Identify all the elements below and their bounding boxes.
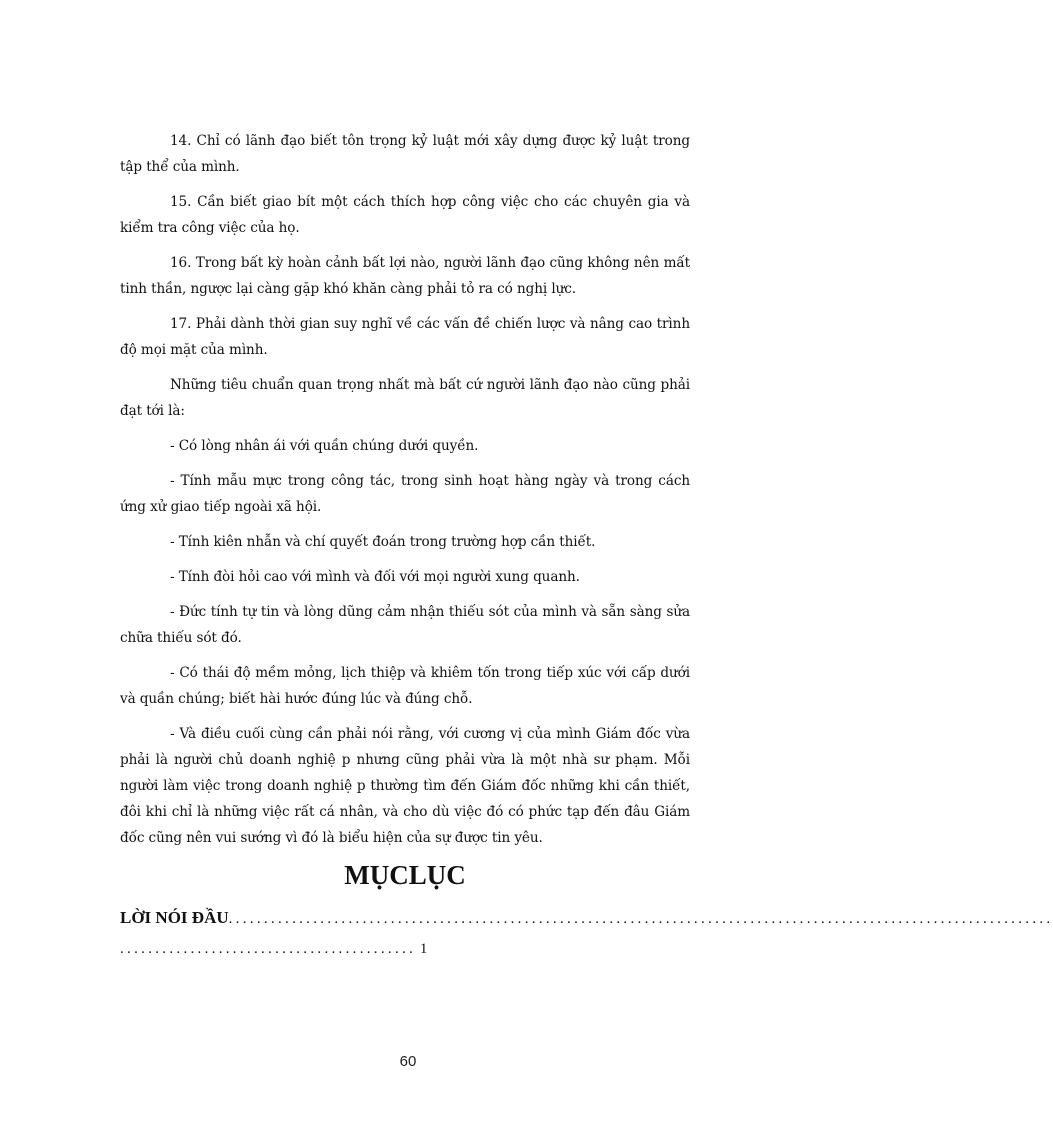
toc-entry-line-1	[120, 903, 1053, 934]
toc-entry-line-2	[120, 934, 690, 964]
criteria-item-3: - Tính kiên nhẫn và chí quyết đoán trong trường hợp cần thiết.	[170, 534, 596, 550]
criteria-item-7: - Và điều cuối cùng cần phải nói rằng, với cương vị của mình Giám đốc vừa phải là người chủ doanh nghiệ p nhưng cũng phải vừa là một nhà sư phạm. Mỗi người làm việc trong doanh nghiệ p thường tìm đến Giám đốc những khi cần thiết, đôi khi chỉ là những việc rất cá nhân, và cho dù việc đó có phức tạp đến đâu Giám đốc cũng nên vui sướng vì đó là biểu hiện của sự được tin yêu.	[120, 726, 690, 846]
paragraph-15: 15. Cần biết giao bít một cách thích hợp công việc cho các chuyên gia và kiểm tra công việc của họ.	[120, 194, 690, 236]
paragraph-14: 14. Chỉ có lãnh đạo biết tôn trọng kỷ luật mới xây dựng được kỷ luật trong tập thể của mình.	[120, 133, 690, 175]
toc-entry-page: 1	[419, 941, 428, 957]
criteria-item-4: - Tính đòi hỏi cao với mình và đối với mọi người xung quanh.	[170, 569, 580, 585]
criteria-item-6: - Có thái độ mềm mỏng, lịch thiệp và khiêm tốn trong tiếp xúc với cấp dưới và quần chúng; biết hài hước đúng lúc và đúng chỗ.	[120, 665, 690, 707]
toc-heading: MỤCLỤC	[344, 860, 466, 890]
page-number: 60	[399, 1053, 417, 1070]
paragraph-criteria-intro: Những tiêu chuẩn quan trọng nhất mà bất cứ người lãnh đạo nào cũng phải đạt tới là:	[120, 377, 690, 419]
document-page	[120, 128, 1053, 964]
criteria-item-1: - Có lòng nhân ái với quần chúng dưới quyền.	[170, 438, 479, 454]
criteria-item-2: - Tính mẫu mực trong công tác, trong sinh hoạt hàng ngày và trong cách ứng xử giao tiếp ngoài xã hội.	[120, 473, 690, 515]
toc-entry-title: LỜI NÓI ĐẦU	[120, 908, 229, 927]
criteria-item-5: - Đức tính tự tin và lòng dũng cảm nhận thiếu sót của mình và sẵn sàng sửa chữa thiếu sót đó.	[120, 604, 690, 646]
toc-entry[interactable]	[120, 903, 1053, 964]
paragraph-16: 16. Trong bất kỳ hoàn cảnh bất lợi nào, người lãnh đạo cũng không nên mất tinh thần, ngược lại càng gặp khó khăn càng phải tỏ ra có nghị lực.	[120, 255, 690, 297]
toc-leader-dots: ..........................................	[120, 941, 417, 957]
toc-leader-dots: .....................................................................................................................	[228, 911, 1053, 927]
paragraph-17: 17. Phải dành thời gian suy nghĩ về các vấn đề chiến lược và nâng cao trình độ mọi mặt của mình.	[120, 316, 690, 358]
